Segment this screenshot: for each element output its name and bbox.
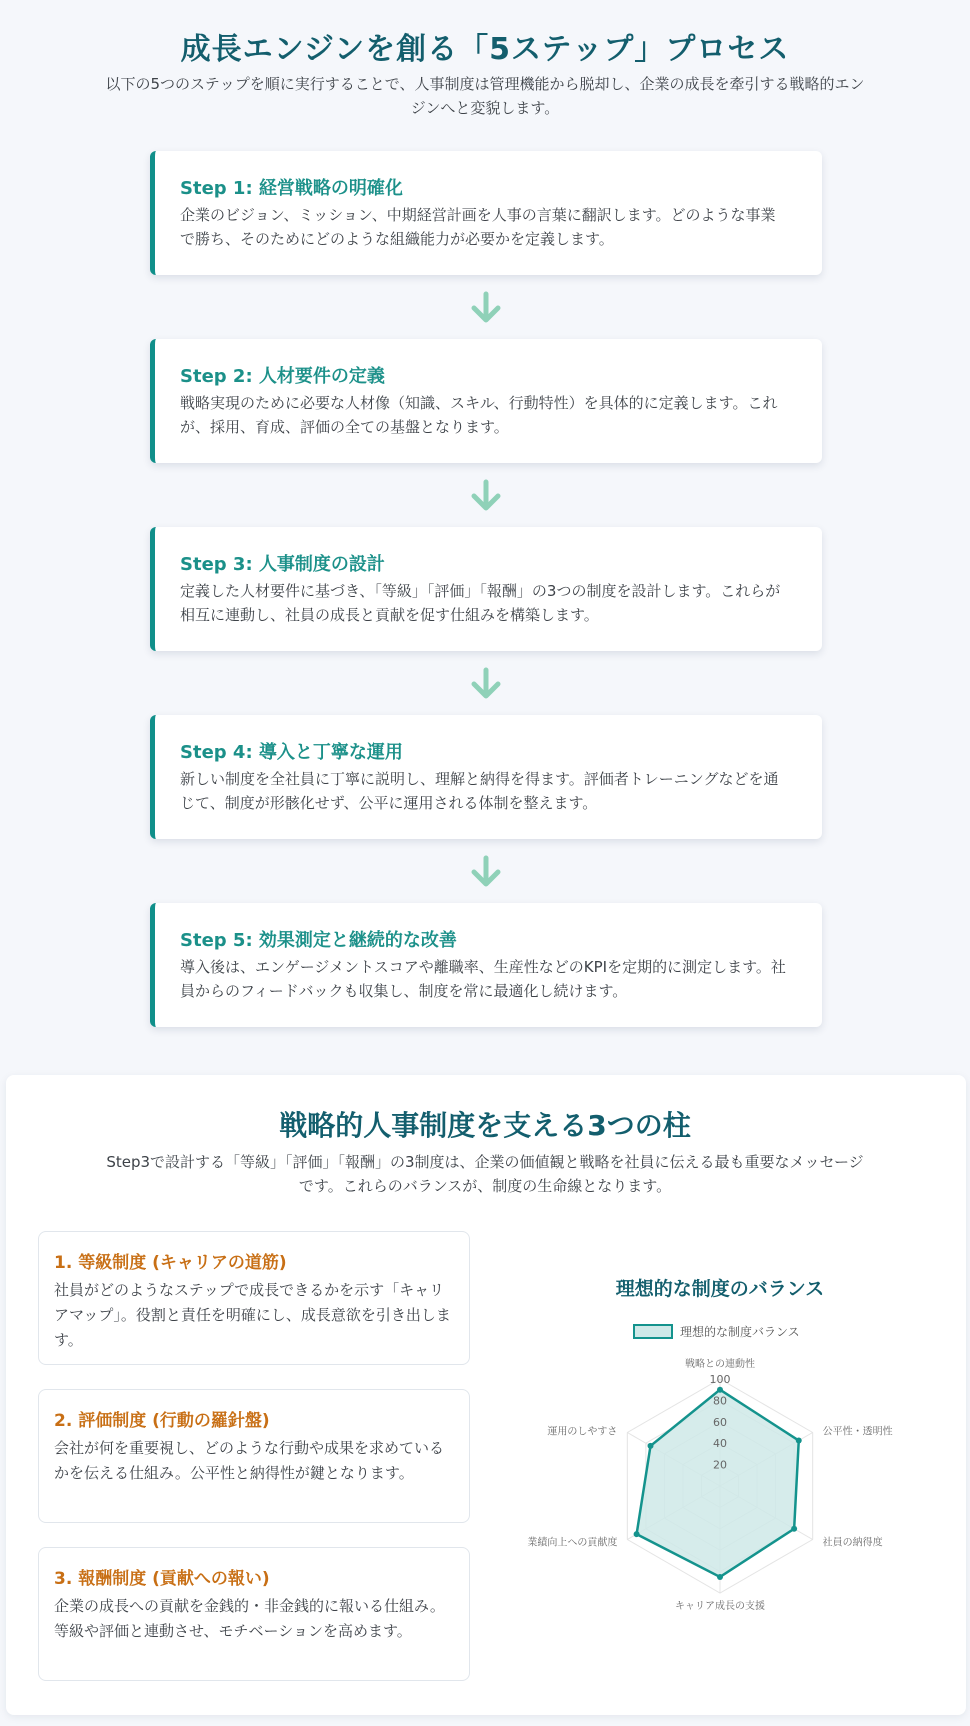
- radar-tick-label: 80: [713, 1394, 727, 1408]
- radar-tick-label: 100: [709, 1373, 731, 1386]
- step-card-1: [150, 151, 822, 275]
- pillars-title: 戦略的人事制度を支える3つの柱: [279, 1109, 691, 1142]
- step-body: 企業のビジョン、ミッション、中期経営計画を人事の言葉に翻訳します。どのような事業で勝ち、そのためにどのような組織能力が必要かを定義します。: [180, 206, 776, 248]
- radar-data-point: [717, 1387, 723, 1393]
- step-body: 導入後は、エンゲージメントスコアや離職率、生産性などのKPIを定期的に測定します。社員からのフィードバックも収集し、制度を常に最適化し続けます。: [180, 958, 786, 1000]
- process-subtitle: 以下の5つのステップを順に実行することで、人事制度は管理機能から脱却し、企業の成長を牽引する戦略的エンジンへと変貌します。: [105, 75, 865, 117]
- step-title: Step 3: 人事制度の設計: [180, 554, 385, 575]
- radar-axis-label: 社員の納得度: [822, 1537, 883, 1549]
- step-title: Step 4: 導入と丁寧な運用: [180, 742, 403, 763]
- step-title: Step 2: 人材要件の定義: [180, 366, 385, 387]
- step-body: 定義した人材要件に基づき、「等級」「評価」「報酬」の3つの制度を設計します。これらが相互に連動し、社員の成長と貢献を促す仕組みを構築します。: [180, 582, 781, 624]
- radar-axis-label: 業績向上への貢献度: [527, 1537, 618, 1549]
- pillar-card-grade: [38, 1231, 470, 1365]
- step-title: Step 1: 経営戦略の明確化: [180, 178, 403, 199]
- radar-axis-label: 戦略との連動性: [685, 1359, 755, 1370]
- pillar-card-evaluation: [38, 1389, 470, 1523]
- step-card-5: [150, 903, 822, 1027]
- legend-swatch: [634, 1325, 672, 1338]
- radar-axis-label: 公平性・透明性: [822, 1426, 893, 1438]
- radar-data-point: [796, 1438, 802, 1444]
- radar-axis-label: 運用のしやすさ: [547, 1426, 618, 1438]
- radar-tick-label: 60: [713, 1415, 727, 1429]
- arrow-down-icon: [469, 667, 503, 701]
- radar-tick-label: 40: [713, 1437, 727, 1451]
- pillar-title: 2. 評価制度 (行動の羅針盤): [54, 1411, 270, 1431]
- pillar-card-compensation: [38, 1547, 470, 1681]
- arrow-down-icon: [469, 479, 503, 513]
- pillar-title: 3. 報酬制度 (貢献への報い): [54, 1569, 270, 1589]
- arrow-down-icon: [469, 855, 503, 889]
- step-body: 戦略実現のために必要な人材像（知識、スキル、行動特性）を具体的に定義します。これが、採用、育成、評価の全ての基盤となります。: [180, 394, 778, 436]
- radar-tick-label: 20: [713, 1458, 727, 1472]
- legend-label: 理想的な制度バランス: [680, 1325, 800, 1339]
- step-body: 新しい制度を全社員に丁寧に説明し、理解と納得を得ます。評価者トレーニングなどを通じて、制度が形骸化せず、公平に運用される体制を整えます。: [180, 770, 779, 812]
- step-card-4: [150, 715, 822, 839]
- radar-data-point: [648, 1443, 654, 1449]
- radar-data-point: [791, 1526, 797, 1532]
- pillar-body: 社員がどのようなステップで成長できるかを示す「キャリアマップ」。役割と責任を明確にし、成長意欲を引き出します。: [54, 1281, 451, 1349]
- step-title: Step 5: 効果測定と継続的な改善: [180, 930, 457, 951]
- arrow-down-icon: [469, 291, 503, 325]
- chart-title: 理想的な制度のバランス: [615, 1278, 825, 1300]
- pillar-body: 企業の成長への貢献を金銭的・非金銭的に報いる仕組み。等級や評価と連動させ、モチベーションを高めます。: [54, 1597, 445, 1640]
- process-title: 成長エンジンを創る「5ステップ」プロセス: [180, 32, 790, 67]
- step-card-2: [150, 339, 822, 463]
- pillars-subtitle: Step3で設計する「等級」「評価」「報酬」の3制度は、企業の価値観と戦略を社員に伝える最も重要なメッセージです。これらのバランスが、制度の生命線となります。: [106, 1153, 864, 1195]
- step-card-3: [150, 527, 822, 651]
- pillar-title: 1. 等級制度 (キャリアの道筋): [54, 1253, 287, 1273]
- radar-data-point: [634, 1531, 640, 1537]
- pillar-body: 会社が何を重要視し、どのような行動や成果を求めているかを伝える仕組み。公平性と納得性が鍵となります。: [54, 1439, 445, 1482]
- radar-chart: [500, 1318, 940, 1648]
- radar-axis-label: キャリア成長の支援: [675, 1601, 765, 1612]
- radar-data-point: [717, 1574, 723, 1580]
